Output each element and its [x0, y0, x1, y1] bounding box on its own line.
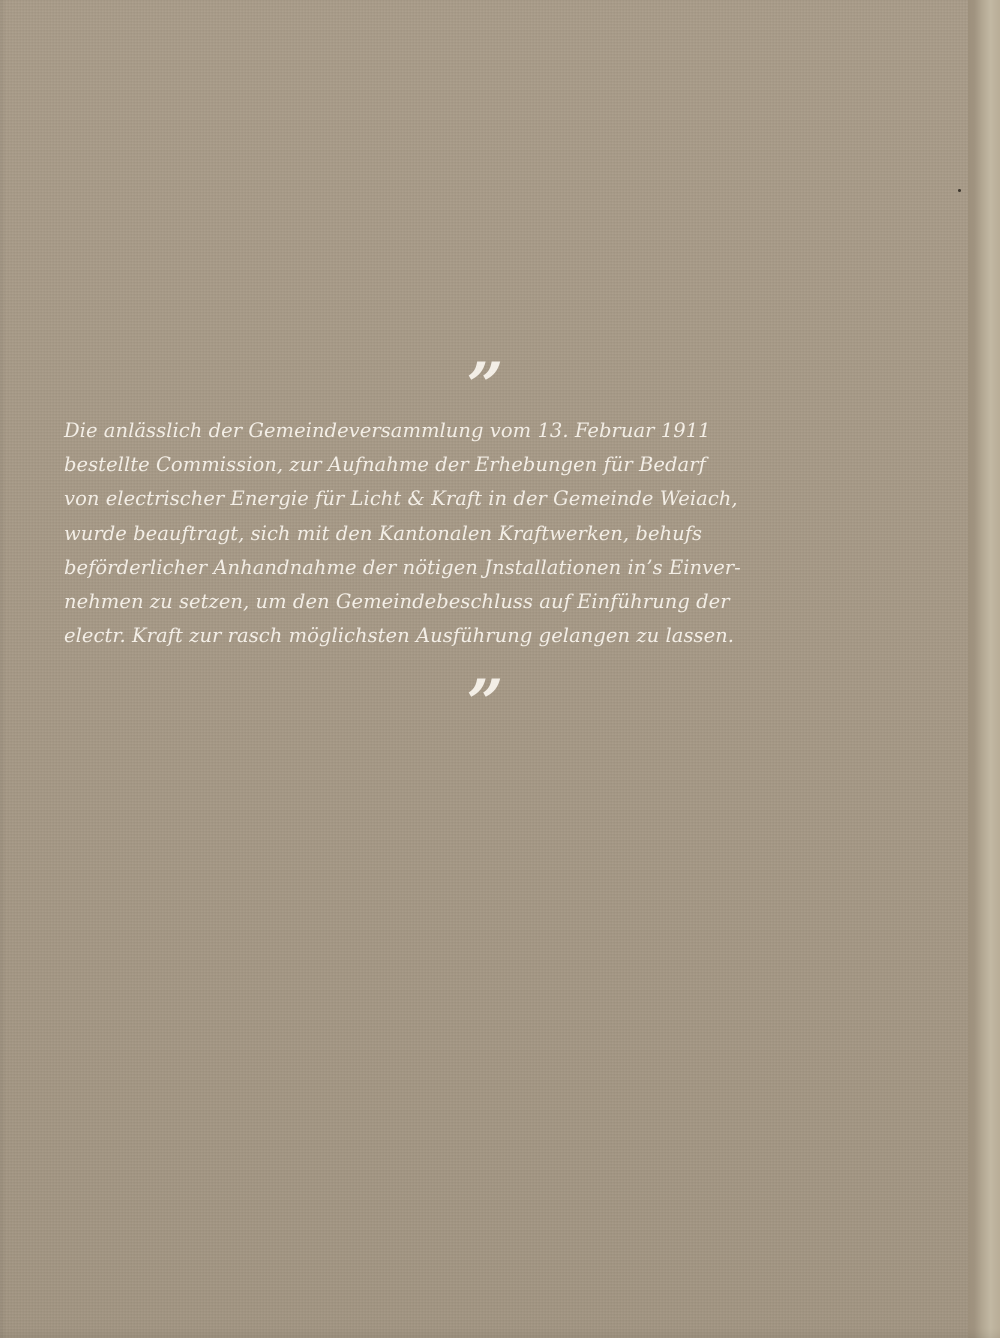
quote-line: Die anlässlich der Gemeindeversammlung vom 13. Februar 1911	[64, 419, 711, 442]
closing-quote-mark: ”	[466, 672, 504, 722]
quote-line: wurde beauftragt, sich mit den Kantonalen Kraftwerken, behufs	[64, 521, 703, 545]
cover-bottom-edge	[0, 1328, 1000, 1338]
quote-line: beförderlicher Anhandnahme der nötigen Jnstallationen in’s Einver-	[64, 555, 741, 579]
speck	[958, 189, 961, 192]
quote-text	[64, 414, 944, 653]
quote-line: electr. Kraft zur rasch möglichsten Ausführung gelangen zu lassen.	[64, 624, 735, 648]
quote-line: von electrischer Energie für Licht & Kraft in der Gemeinde Weiach,	[64, 487, 738, 511]
opening-quote-mark: ”	[466, 355, 504, 405]
cover-left-edge	[0, 0, 6, 1338]
spine-edge	[968, 0, 1000, 1338]
quote-line: nehmen zu setzen, um den Gemeindebeschluss auf Einführung der	[64, 590, 730, 614]
quote-line: bestellte Commission, zur Aufnahme der Erhebungen für Bedarf	[64, 453, 706, 477]
